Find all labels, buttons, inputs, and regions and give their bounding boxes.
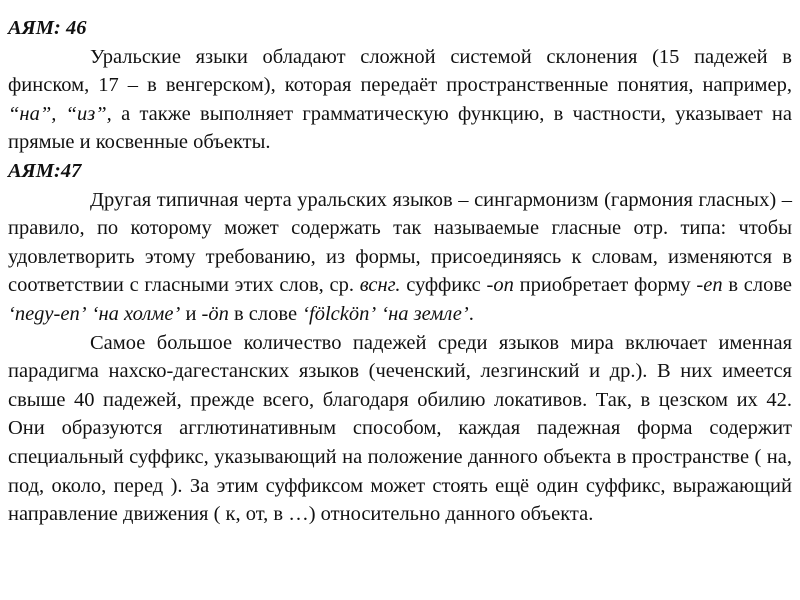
section-heading-47: АЯМ:47 xyxy=(8,159,82,182)
suffix-example: on xyxy=(493,274,514,297)
gloss-example: ‘на холме’ xyxy=(91,302,181,325)
paragraph-nakh-daghestanian-cases: Самое большое количество падежей среди языков мира включает именная парадигма нахско-дагестанских языков (чеченский, лезгинский и др.). В них имеется свыше 40 падежей, прежде всего, благодаря обилию локативов. Так, в цезском их 42. Они образуются агглютинативным способом, каждая падежная форма содержит специальный суффикс, указывающий на положение данного объекта в пространстве ( на, под, около, перед ). За этим суффиксом может стоять ещё один суффикс, выражающий направление движения ( к, от, в …) относительно данного объекта. xyxy=(8,331,792,526)
paragraph-uralic-case-system xyxy=(8,43,792,157)
word-example: ‘fölckön’ xyxy=(302,302,377,325)
text-run: а также выполняет грамматическую функцию, в частности, указывает на прямые и косвенные объекты. xyxy=(8,102,792,154)
suffix-example: ön xyxy=(208,302,229,325)
section-heading-46: АЯМ: 46 xyxy=(8,17,87,39)
example-prepositions: “на”, “из”, xyxy=(8,102,112,125)
text-run: в слове xyxy=(722,274,792,297)
text-run: суффикс - xyxy=(400,274,494,297)
text-run: Другая типичная черта уральских языков – сингармонизм (гармония гласных) –правило, по которому может содержать так называемые гласные отр. типа: чтобы удовлетворить этому требованию, из формы, присоединяясь к словам, изменяются в соответствии с гласными этих слов, ср. xyxy=(8,188,792,297)
paragraph-vowel-harmony xyxy=(8,186,792,329)
text-run: и - xyxy=(180,302,209,325)
gloss-example: ‘на земле’ xyxy=(381,302,469,325)
abbreviation: вснг. xyxy=(359,274,401,297)
text-run: в слове xyxy=(228,302,303,325)
text-run: приобретает форму - xyxy=(513,274,704,297)
text-run: Уральские языки обладают сложной системой склонения (15 падежей в финском, 17 – в венгерском), которая передаёт пространственные понятия, например, xyxy=(8,45,792,97)
word-example: ‘negy-en’ xyxy=(8,302,87,325)
suffix-example: en xyxy=(703,274,723,297)
text-run: . xyxy=(468,302,474,325)
